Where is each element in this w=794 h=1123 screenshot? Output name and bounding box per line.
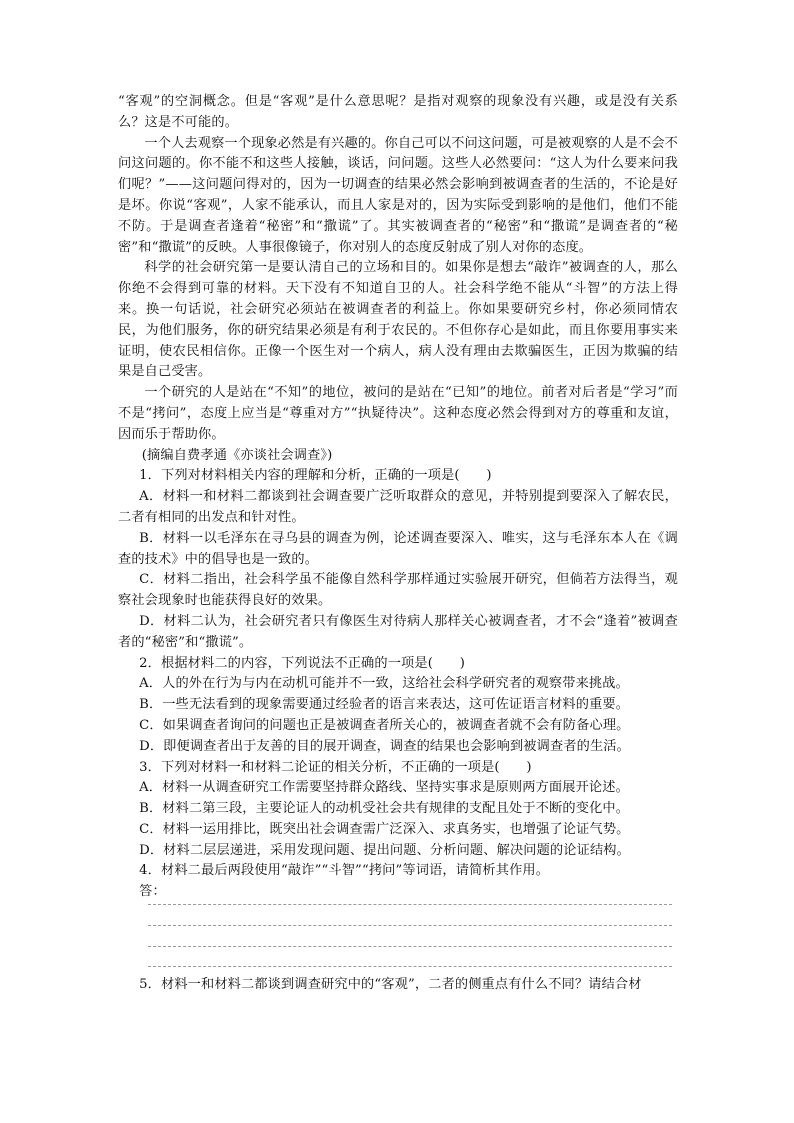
question-3 — [118, 758, 678, 862]
question-1 — [118, 466, 678, 653]
question-2 — [118, 654, 678, 758]
answer-label: 答： — [139, 884, 166, 900]
question-5 — [118, 975, 678, 996]
material2-paragraph-3: 科学的社会研究第一是要认清自己的立场和目的。如果你是想去“敲诈”被调查的人，那么你绝不会得到可靠的材料。天下没有不知道自卫的人。社会科学绝不能从“斗智”的方法上得来。换一句话说，社会研究必须站在被调查者的利益上。你如果要研究乡村，你必须同情农民，为他们服务，你的研究结果必须是有利于农民的。不但你存心是如此，而且你要用事实来证明，使农民相信你。正像一个医生对一个病人，病人没有理由去欺骗医生，正因为欺骗的结果是自己受害。 — [118, 260, 678, 380]
answer-line[interactable] — [148, 947, 672, 968]
option-d: D．材料二认为，社会研究者只有像医生对待病人那样关心被调查者，才不会“逢着”被调查者的“秘密”和“撒谎”。 — [118, 613, 678, 650]
option-b: B．材料一以毛泽东在寻乌县的调查为例，论述调查要深入、唯实，这与毛泽东本人在《调查的技术》中的倡导也是一致的。 — [118, 530, 678, 567]
option-a: A．人的外在行为与内在动机可能并不一致，这给社会科学研究者的观察带来挑战。 — [139, 676, 629, 692]
material2-paragraph-1: “客观”的空洞概念。但是“客观”是什么意思呢？是指对观察的现象没有兴趣，或是没有关系么？这是不可能的。 — [118, 94, 678, 130]
source-citation: (摘编自费孝通《亦谈社会调查》) — [141, 447, 333, 463]
material2-paragraph-2: 一个人去观察一个现象必然是有兴趣的。你自己可以不问这问题，可是被观察的人是不会不问这问题的。你不能不和这些人接触，谈话，问问题。这些人必然要问：“这人为什么要来问我们呢？”——这问题问得对的，因为一切调查的结果必然会影响到被调查者的生活的，不论是好是坏。你说“客观”，人家不能承认，而且人家是对的，因为实际受到影响的是他们，他们不能不防。于是调查者逢着“秘密”和“撒谎”了。其实被调查者的“秘密”和“撒谎”是调查者的“秘密”和“撒谎”的反映。人事很像镜子，你对别人的态度反射成了别人对你的态度。 — [118, 135, 678, 255]
question-stem: 5．材料一和材料二都谈到调查研究中的“客观”，二者的侧重点有什么不同？请结合材 — [139, 977, 642, 993]
option-d: D．材料二层层递进，采用发现问题、提出问题、分析问题、解决问题的论证结构。 — [139, 842, 630, 858]
answer-line[interactable] — [148, 905, 672, 926]
answer-line[interactable] — [148, 897, 672, 905]
question-stem: 1．下列对材料相关内容的理解和分析，正确的一项是( ) — [139, 468, 492, 484]
material2-paragraph-4: 一个研究的人是站在“不知”的地位，被问的是站在“已知”的地位。前者对后者是“学习”而不是“拷问”，态度上应当是“尊重对方”“执疑待决”。这种态度必然会得到对方的尊重和友谊，因而乐于帮助你。 — [118, 385, 678, 442]
question-stem: 2．根据材料二的内容，下列说法不正确的一项是( ) — [139, 655, 465, 671]
option-b: B．材料二第三段，主要论证人的动机受社会共有规律的支配且处于不断的变化中。 — [139, 801, 630, 817]
question-stem: 3．下列对材料一和材料二论证的相关分析，不正确的一项是( ) — [139, 759, 532, 775]
question-4 — [118, 861, 678, 967]
question-stem: 4．材料二最后两段使用“敲诈”“斗智”“拷问”等词语，请简析其作用。 — [139, 863, 550, 879]
option-c: C．材料一运用排比，既突出社会调查需广泛深入、求真务实，也增强了论证气势。 — [139, 821, 630, 837]
answer-line[interactable] — [148, 926, 672, 947]
option-b: B．一些无法看到的现象需要通过经验者的语言来表达，这可佐证语言材料的重要。 — [139, 697, 630, 713]
option-a: A．材料一和材料二都谈到社会调查要广泛听取群众的意见，并特别提到要深入了解农民，二者有相同的出发点和针对性。 — [118, 489, 678, 525]
option-d: D．即便调查者出于友善的目的展开调查，调查的结果也会影响到被调查者的生活。 — [139, 738, 630, 754]
option-c: C．如果调查者询问的问题也正是被调查者所关心的，被调查者就不会有防备心理。 — [139, 717, 630, 733]
option-c: C．材料二指出，社会科学虽不能像自然科学那样通过实验展开研究，但倘若方法得当，观察社会现象时也能获得良好的效果。 — [118, 572, 678, 609]
option-a: A．材料一从调查研究工作需要坚持群众路线、坚持实事求是原则两方面展开论述。 — [139, 780, 629, 796]
page-content — [118, 92, 678, 996]
